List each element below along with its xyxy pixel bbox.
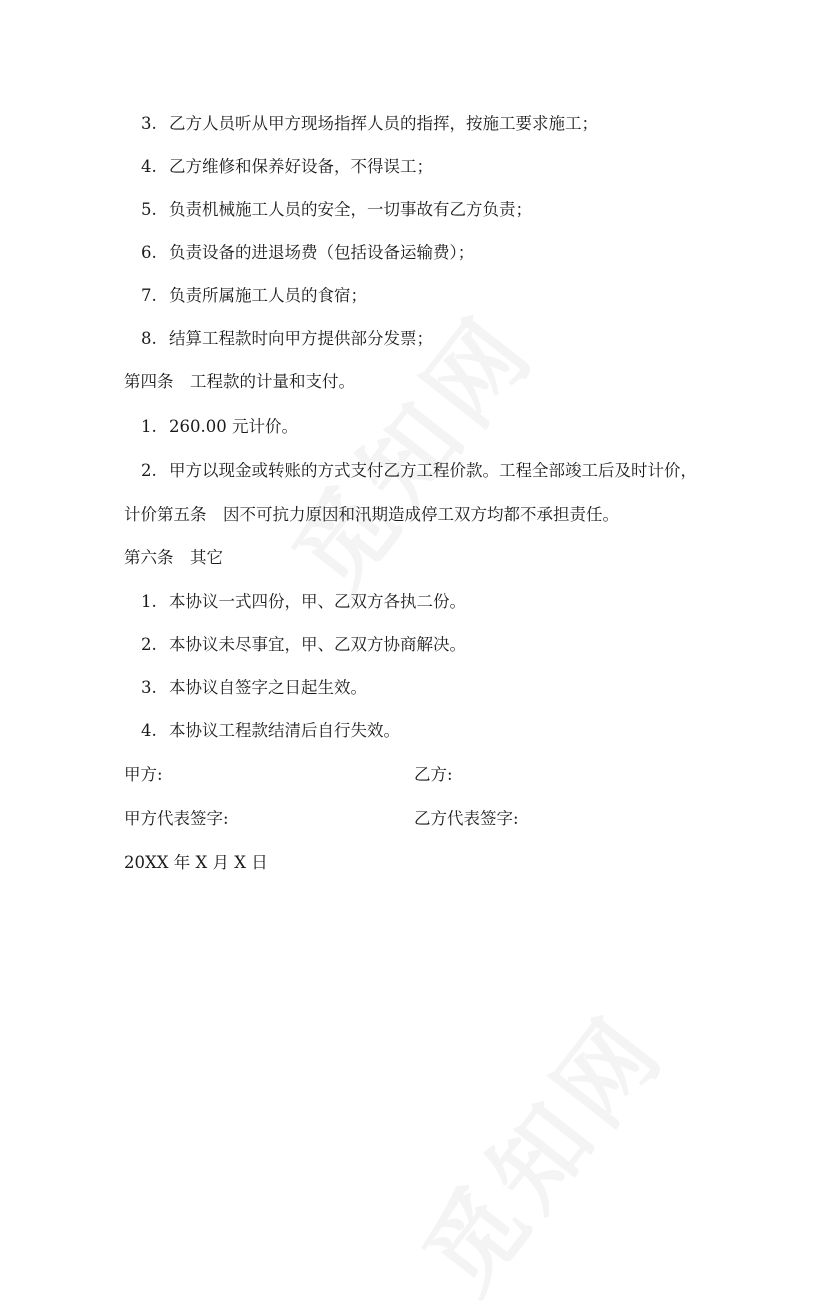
list-item: 1. 260.00 元计价。 [141, 417, 298, 436]
list-item: 4. 乙方维修和保养好设备，不得误工； [141, 157, 433, 176]
list-item: 1. 本协议一式四份，甲、乙双方各执二份。 [141, 592, 466, 611]
signature-parties [124, 763, 830, 787]
list-item: 5. 负责机械施工人员的安全，一切事故有乙方负责； [141, 200, 532, 219]
section-4-title: 第四条 工程款的计量和支付。 [124, 372, 355, 391]
rep-a-label: 甲方代表签字: [124, 809, 229, 828]
section-5-title: 计价第五条 因不可抗力原因和汛期造成停工双方均都不承担责任。 [124, 505, 619, 524]
list-item: 2. 本协议未尽事宜，甲、乙双方协商解决。 [141, 635, 466, 654]
section-6-title: 第六条 其它 [124, 548, 223, 567]
list-item: 3. 乙方人员听从甲方现场指挥人员的指挥，按施工要求施工； [141, 114, 598, 133]
list-item: 3. 本协议自签字之日起生效。 [141, 678, 367, 697]
rep-b-label: 乙方代表签字: [414, 809, 519, 828]
list-item: 4. 本协议工程款结清后自行失效。 [141, 721, 400, 740]
party-a-label: 甲方: [124, 765, 163, 784]
watermark-bottom [387, 981, 691, 1316]
signature-date: 20XX 年 X 月 X 日 [124, 853, 268, 872]
party-b-label: 乙方: [414, 765, 453, 784]
signature-representatives [124, 807, 830, 831]
list-item: 8. 结算工程款时向甲方提供部分发票； [141, 329, 433, 348]
list-item: 7. 负责所属施工人员的食宿； [141, 286, 367, 305]
list-item: 2. 甲方以现金或转账的方式支付乙方工程价款。工程全部竣工后及时计价， [141, 461, 697, 480]
list-item: 6. 负责设备的进退场费（包括设备运输费）； [141, 243, 475, 262]
